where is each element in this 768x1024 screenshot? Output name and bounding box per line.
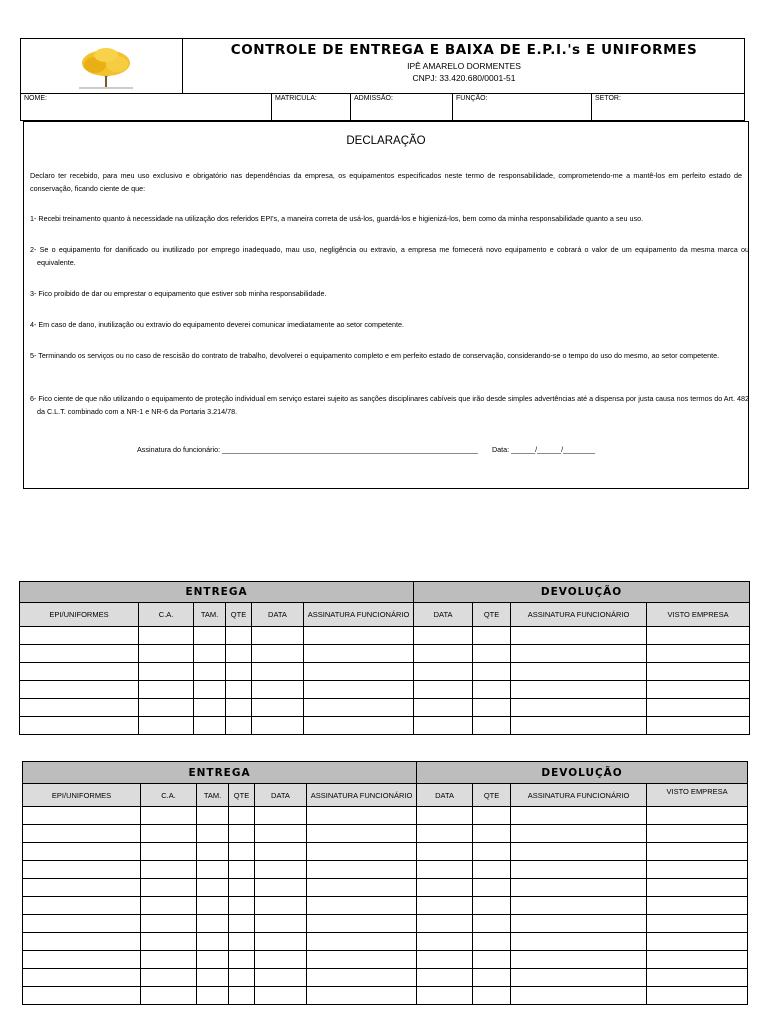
table2-cell[interactable]: [417, 807, 473, 825]
table2-cell[interactable]: [255, 933, 307, 951]
table2-cell[interactable]: [229, 969, 255, 987]
employee-fields-row: [20, 94, 745, 121]
table1-cell[interactable]: [511, 717, 647, 735]
table2-cell[interactable]: [141, 879, 197, 897]
table1-cell[interactable]: [252, 627, 304, 645]
entrega-header: ENTREGA: [20, 582, 414, 603]
table1-cell[interactable]: [252, 645, 304, 663]
table2-cell[interactable]: [511, 879, 647, 897]
table2-cell[interactable]: [229, 951, 255, 969]
table1-cell[interactable]: [20, 645, 139, 663]
table2-cell[interactable]: [23, 951, 141, 969]
table2-cell[interactable]: [197, 969, 229, 987]
employee-signature: Assinatura do funcionário: ________________________________________________________________: [137, 445, 478, 454]
table2-cell[interactable]: [417, 825, 473, 843]
declaration-item-5: 5- Terminando os serviços ou no caso de rescisão do contrato de trabalho, devolverei o equipamento completo e em perfeito estado de conservação, considerando-se o tempo do uso do mesmo, ao setor competente.: [30, 351, 720, 360]
table2-cell[interactable]: [229, 879, 255, 897]
table2-cell[interactable]: [307, 897, 417, 915]
table2-cell[interactable]: [511, 897, 647, 915]
table-row: [23, 807, 748, 825]
table2-cell[interactable]: [647, 897, 748, 915]
declaration-title: DECLARAÇÃO: [346, 135, 426, 147]
epi-table-2-body: [23, 807, 748, 1005]
table-row: [23, 933, 748, 951]
table2-cell[interactable]: [647, 825, 748, 843]
table2-cell[interactable]: [307, 825, 417, 843]
matricula-field[interactable]: [272, 94, 351, 120]
table1-cell[interactable]: [252, 699, 304, 717]
table-row: [23, 969, 748, 987]
company-name: IPÊ AMARELO DORMENTES: [407, 61, 521, 71]
col-devolucao-assinatura: ASSINATURA FUNCIONÁRIO: [511, 603, 647, 627]
table-row: [20, 717, 750, 735]
table2-cell[interactable]: [511, 951, 647, 969]
signature-date: Data: ______/______/________: [491, 445, 596, 454]
table1-cell[interactable]: [139, 627, 194, 645]
table2-cell[interactable]: [255, 861, 307, 879]
col-devolucao-data-2: DATA: [417, 784, 473, 807]
col-qte: QTE: [226, 603, 252, 627]
table2-cell[interactable]: [229, 843, 255, 861]
setor-label: SETOR:: [595, 95, 621, 102]
table2-cell[interactable]: [307, 861, 417, 879]
table1-cell[interactable]: [252, 717, 304, 735]
devolucao-header: DEVOLUÇÃO: [414, 582, 750, 603]
col-devolucao-qte: QTE: [473, 603, 511, 627]
table1-cell[interactable]: [473, 717, 511, 735]
epi-table-2: [22, 761, 748, 1005]
signature-line[interactable]: [137, 445, 697, 454]
table2-cell[interactable]: [417, 987, 473, 1005]
table1-cell[interactable]: [139, 645, 194, 663]
table2-cell[interactable]: [647, 915, 748, 933]
table1-cell[interactable]: [194, 717, 226, 735]
table1-cell[interactable]: [647, 699, 750, 717]
col-epi-uniformes: EPI/UNIFORMES: [20, 603, 139, 627]
table1-cell[interactable]: [647, 645, 750, 663]
table2-cell[interactable]: [141, 825, 197, 843]
admissao-label: ADMISSÃO:: [354, 95, 393, 102]
table-row: [20, 663, 750, 681]
table2-cell[interactable]: [417, 951, 473, 969]
table2-cell[interactable]: [647, 969, 748, 987]
table2-cell[interactable]: [197, 987, 229, 1005]
funcao-field[interactable]: [453, 94, 592, 120]
col-qte-2: QTE: [229, 784, 255, 807]
table1-cell[interactable]: [139, 663, 194, 681]
table-row: [20, 681, 750, 699]
table1-cell[interactable]: [647, 717, 750, 735]
table2-cell[interactable]: [511, 915, 647, 933]
col-ca: C.A.: [139, 603, 194, 627]
table2-cell[interactable]: [511, 969, 647, 987]
table2-cell[interactable]: [229, 933, 255, 951]
form-header: [20, 38, 745, 94]
declaration-item-3: 3- Fico proibido de dar ou emprestar o equipamento que estiver sob minha responsabilidade.: [30, 289, 327, 298]
table1-cell[interactable]: [194, 627, 226, 645]
table2-cell[interactable]: [307, 879, 417, 897]
col-tam-2: TAM.: [197, 784, 229, 807]
table2-cell[interactable]: [473, 861, 511, 879]
declaration-item-2: 2- Se o equipamento for danificado ou inutilizado por emprego inadequado, mau uso, negligência ou extravio, a empresa me fornecerá novo equipamento e cobrará o valor de um equipamento da mesma marca ou equivalente.: [30, 245, 749, 267]
table2-cell[interactable]: [473, 843, 511, 861]
table1-cell[interactable]: [647, 663, 750, 681]
ipe-tree-logo-icon: [71, 45, 141, 89]
col-assinatura-funcionario-2: ASSINATURA FUNCIONÁRIO: [307, 784, 417, 807]
table1-cell[interactable]: [20, 717, 139, 735]
funcao-label: FUNÇÃO:: [456, 95, 488, 102]
table2-cell[interactable]: [647, 933, 748, 951]
col-data: DATA: [252, 603, 304, 627]
table2-cell[interactable]: [255, 879, 307, 897]
table-row: [23, 843, 748, 861]
entrega-header-2: ENTREGA: [23, 762, 417, 784]
table2-cell[interactable]: [23, 987, 141, 1005]
table-row: [23, 987, 748, 1005]
table2-cell[interactable]: [23, 807, 141, 825]
table2-cell[interactable]: [417, 879, 473, 897]
table1-cell[interactable]: [304, 645, 414, 663]
col-epi-uniformes-2: EPI/UNIFORMES: [23, 784, 141, 807]
table2-cell[interactable]: [473, 915, 511, 933]
table1-cell[interactable]: [139, 717, 194, 735]
col-visto-empresa-2: VISTO EMPRESA: [647, 784, 748, 807]
table1-cell[interactable]: [473, 663, 511, 681]
table1-cell[interactable]: [226, 663, 252, 681]
table2-cell[interactable]: [197, 915, 229, 933]
table1-cell[interactable]: [194, 645, 226, 663]
table1-cell[interactable]: [20, 627, 139, 645]
table2-cell[interactable]: [229, 861, 255, 879]
table-row: [20, 645, 750, 663]
table1-cell[interactable]: [414, 627, 473, 645]
table1-cell[interactable]: [20, 699, 139, 717]
table1-cell[interactable]: [414, 645, 473, 663]
table2-cell[interactable]: [307, 969, 417, 987]
table1-cell[interactable]: [252, 663, 304, 681]
admissao-field[interactable]: [351, 94, 453, 120]
table1-cell[interactable]: [226, 699, 252, 717]
table2-cell[interactable]: [229, 825, 255, 843]
table2-cell[interactable]: [307, 987, 417, 1005]
table1-cell[interactable]: [304, 681, 414, 699]
table1-cell[interactable]: [414, 681, 473, 699]
table1-cell[interactable]: [304, 717, 414, 735]
table2-cell[interactable]: [307, 933, 417, 951]
table2-cell[interactable]: [511, 807, 647, 825]
table2-cell[interactable]: [23, 969, 141, 987]
table2-cell[interactable]: [197, 897, 229, 915]
table1-cell[interactable]: [304, 627, 414, 645]
table2-cell[interactable]: [197, 807, 229, 825]
table1-cell[interactable]: [511, 627, 647, 645]
table2-cell[interactable]: [141, 933, 197, 951]
declaration-box: [23, 121, 749, 489]
table1-cell[interactable]: [414, 717, 473, 735]
table2-cell[interactable]: [473, 897, 511, 915]
table1-cell[interactable]: [226, 717, 252, 735]
table1-cell[interactable]: [473, 645, 511, 663]
table2-cell[interactable]: [647, 861, 748, 879]
table2-cell[interactable]: [307, 843, 417, 861]
devolucao-header-2: DEVOLUÇÃO: [417, 762, 748, 784]
table1-cell[interactable]: [511, 645, 647, 663]
table1-cell[interactable]: [194, 699, 226, 717]
col-tam: TAM.: [194, 603, 226, 627]
table2-cell[interactable]: [141, 897, 197, 915]
table1-cell[interactable]: [511, 681, 647, 699]
table2-cell[interactable]: [307, 951, 417, 969]
col-assinatura-funcionario: ASSINATURA FUNCIONÁRIO: [304, 603, 414, 627]
epi-table-1-body: [20, 627, 750, 735]
table-row: [20, 699, 750, 717]
table2-cell[interactable]: [23, 825, 141, 843]
table2-cell[interactable]: [23, 843, 141, 861]
table2-cell[interactable]: [197, 861, 229, 879]
table1-cell[interactable]: [194, 681, 226, 699]
table1-cell[interactable]: [473, 627, 511, 645]
table2-cell[interactable]: [197, 825, 229, 843]
table2-cell[interactable]: [647, 879, 748, 897]
table1-cell[interactable]: [139, 681, 194, 699]
table2-cell[interactable]: [23, 915, 141, 933]
table2-cell[interactable]: [417, 915, 473, 933]
table2-cell[interactable]: [23, 933, 141, 951]
table2-cell[interactable]: [141, 969, 197, 987]
table2-cell[interactable]: [473, 807, 511, 825]
col-visto-empresa: VISTO EMPRESA: [647, 603, 750, 627]
col-devolucao-assinatura-2: ASSINATURA FUNCIONÁRIO: [511, 784, 647, 807]
table2-cell[interactable]: [647, 843, 748, 861]
table1-cell[interactable]: [511, 663, 647, 681]
col-devolucao-qte-2: QTE: [473, 784, 511, 807]
table2-cell[interactable]: [141, 807, 197, 825]
table-row: [23, 861, 748, 879]
table2-cell[interactable]: [255, 987, 307, 1005]
table2-cell[interactable]: [197, 933, 229, 951]
table2-cell[interactable]: [23, 879, 141, 897]
table1-cell[interactable]: [139, 699, 194, 717]
table1-cell[interactable]: [194, 663, 226, 681]
table1-cell[interactable]: [304, 699, 414, 717]
table1-cell[interactable]: [414, 699, 473, 717]
table1-cell[interactable]: [414, 663, 473, 681]
table1-cell[interactable]: [304, 663, 414, 681]
table2-cell[interactable]: [23, 861, 141, 879]
setor-field[interactable]: [592, 94, 745, 120]
table-row: [20, 627, 750, 645]
table2-cell[interactable]: [647, 951, 748, 969]
table2-cell[interactable]: [255, 897, 307, 915]
table2-cell[interactable]: [255, 969, 307, 987]
table2-cell[interactable]: [141, 987, 197, 1005]
table-row: [23, 825, 748, 843]
table2-cell[interactable]: [197, 951, 229, 969]
table1-cell[interactable]: [226, 645, 252, 663]
table2-cell[interactable]: [307, 915, 417, 933]
table-row: [23, 879, 748, 897]
table2-cell[interactable]: [647, 807, 748, 825]
nome-label: NOME:: [24, 95, 47, 102]
table2-cell[interactable]: [473, 987, 511, 1005]
table2-cell[interactable]: [473, 879, 511, 897]
nome-field[interactable]: [21, 94, 272, 120]
table1-cell[interactable]: [647, 627, 750, 645]
table2-cell[interactable]: [511, 933, 647, 951]
table2-cell[interactable]: [473, 825, 511, 843]
table-row: [23, 915, 748, 933]
table2-cell[interactable]: [647, 987, 748, 1005]
table1-cell[interactable]: [226, 627, 252, 645]
table2-cell[interactable]: [417, 897, 473, 915]
matricula-label: MATRICULA:: [275, 95, 317, 102]
table2-cell[interactable]: [197, 879, 229, 897]
table2-cell[interactable]: [141, 843, 197, 861]
table1-cell[interactable]: [647, 681, 750, 699]
table2-cell[interactable]: [255, 951, 307, 969]
table1-cell[interactable]: [473, 681, 511, 699]
table1-cell[interactable]: [20, 663, 139, 681]
table2-cell[interactable]: [511, 843, 647, 861]
table2-cell[interactable]: [511, 825, 647, 843]
company-cnpj: CNPJ: 33.420.680/0001-51: [412, 73, 516, 83]
table1-cell[interactable]: [20, 681, 139, 699]
table2-cell[interactable]: [197, 843, 229, 861]
table2-cell[interactable]: [417, 969, 473, 987]
table1-cell[interactable]: [511, 699, 647, 717]
table2-cell[interactable]: [511, 861, 647, 879]
table2-cell[interactable]: [229, 807, 255, 825]
table2-cell[interactable]: [141, 951, 197, 969]
table2-cell[interactable]: [417, 861, 473, 879]
col-ca-2: C.A.: [141, 784, 197, 807]
form-title: CONTROLE DE ENTREGA E BAIXA DE E.P.I.'s E UNIFORMES: [230, 42, 698, 58]
table1-cell[interactable]: [473, 699, 511, 717]
table2-cell[interactable]: [229, 915, 255, 933]
epi-table-1: [19, 581, 750, 735]
table-row: [23, 897, 748, 915]
declaration-item-6: 6- Fico ciente de que não utilizando o equipamento de proteção individual em serviço estarei sujeito as sanções disciplinares cabíveis que irão desde simples advertências até a dispensa por justa causa nos termos do Art. 482 da C.L.T. combinado com a NR-1 e NR-6 da Portaria 3.214/78.: [30, 394, 749, 416]
col-data-2: DATA: [255, 784, 307, 807]
table2-cell[interactable]: [473, 933, 511, 951]
table2-cell[interactable]: [417, 933, 473, 951]
table2-cell[interactable]: [473, 951, 511, 969]
declaration-intro: Declaro ter recebido, para meu uso exclusivo e obrigatório nas dependências da empresa, os equipamentos especificados neste termo de responsabilidade, comprometendo-me a mantê-los em perfeito estado de conservação, ficando ciente de que:: [30, 171, 742, 193]
col-devolucao-data: DATA: [414, 603, 473, 627]
table2-cell[interactable]: [255, 843, 307, 861]
table2-cell[interactable]: [511, 987, 647, 1005]
table2-cell[interactable]: [229, 897, 255, 915]
table2-cell[interactable]: [307, 807, 417, 825]
table2-cell[interactable]: [255, 915, 307, 933]
declaration-item-4: 4- Em caso de dano, inutilização ou extravio do equipamento deverei comunicar imediatamente ao setor competente.: [30, 320, 404, 329]
table2-cell[interactable]: [417, 843, 473, 861]
table2-cell[interactable]: [141, 861, 197, 879]
table2-cell[interactable]: [23, 897, 141, 915]
table-row: [23, 951, 748, 969]
table2-cell[interactable]: [141, 915, 197, 933]
table2-cell[interactable]: [473, 969, 511, 987]
table2-cell[interactable]: [255, 807, 307, 825]
table2-cell[interactable]: [255, 825, 307, 843]
declaration-item-1: 1- Recebi treinamento quanto à necessidade na utilização dos referidos EPI's, a maneira correta de usá-los, guardá-los e higienizá-los, bem como da minha responsabilidade quanto a seu uso.: [30, 214, 644, 223]
table1-cell[interactable]: [226, 681, 252, 699]
logo-cell: [21, 39, 183, 93]
table2-cell[interactable]: [229, 987, 255, 1005]
table1-cell[interactable]: [252, 681, 304, 699]
